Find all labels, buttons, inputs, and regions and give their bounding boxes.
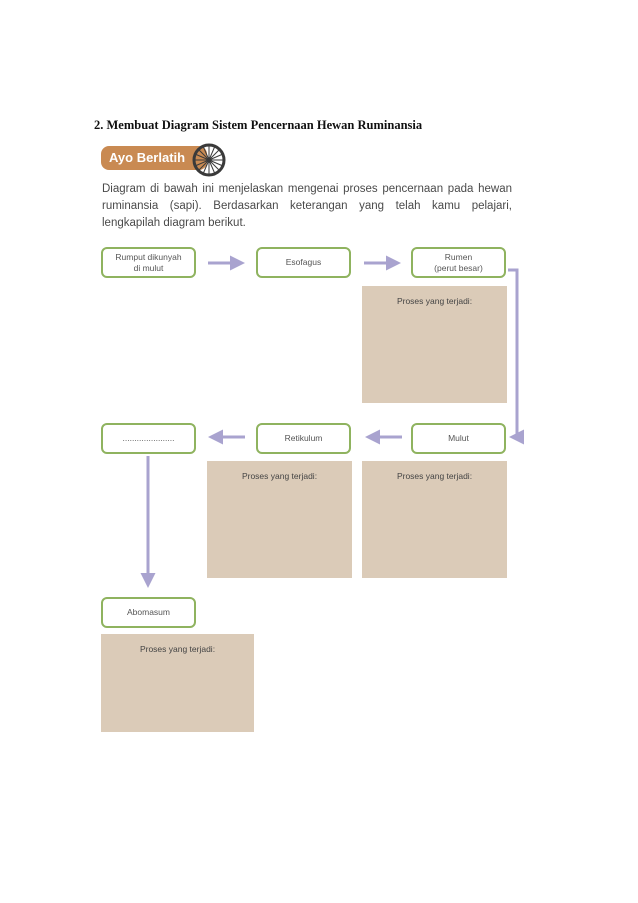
panel-mulut-proses[interactable] (362, 461, 507, 578)
blank-fill-in: ...................... (122, 433, 175, 443)
esofagus-label: Esofagus (285, 257, 322, 267)
abomasum-label: Abomasum (127, 607, 170, 617)
step-mulut (411, 423, 506, 454)
panel-retikulum-proses[interactable] (207, 461, 352, 578)
rumput-label-line2: di mulut (133, 262, 164, 273)
section-heading: 2. Membuat Diagram Sistem Pencernaan Hewan Ruminansia (94, 118, 423, 132)
panel-abomasum-proses[interactable] (101, 634, 254, 732)
rumen-label-line2: (perut besar) (434, 262, 483, 273)
step-esofagus (256, 247, 351, 278)
rumen-label-line1: Rumen (444, 251, 473, 262)
ayo-berlatih-badge: Ayo Berlatih (101, 146, 207, 170)
panel-label: Proses yang terjadi: (396, 296, 473, 306)
step-abomasum (101, 597, 196, 628)
panel-label: Proses yang terjadi: (139, 644, 216, 654)
arrow-rumen-to-mulut (508, 270, 517, 437)
panel-label: Proses yang terjadi: (396, 471, 473, 481)
intro-paragraph: Diagram di bawah ini menjelaskan mengenai proses pencernaan pada hewan ruminansia (sapi). Berdasarkan keterangan yang telah kamu pelajari, lengkapilah diagram berikut. (102, 183, 512, 229)
step-rumput-dikunyah (101, 247, 196, 278)
retikulum-label: Retikulum (284, 433, 323, 443)
rumput-label-line1: Rumput dikunyah (115, 251, 182, 262)
panel-label: Proses yang terjadi: (241, 471, 318, 481)
step-blank[interactable] (101, 423, 196, 454)
step-rumen (411, 247, 506, 278)
panel-rumen-proses[interactable] (362, 286, 507, 403)
step-retikulum (256, 423, 351, 454)
mulut-label: Mulut (448, 433, 469, 443)
